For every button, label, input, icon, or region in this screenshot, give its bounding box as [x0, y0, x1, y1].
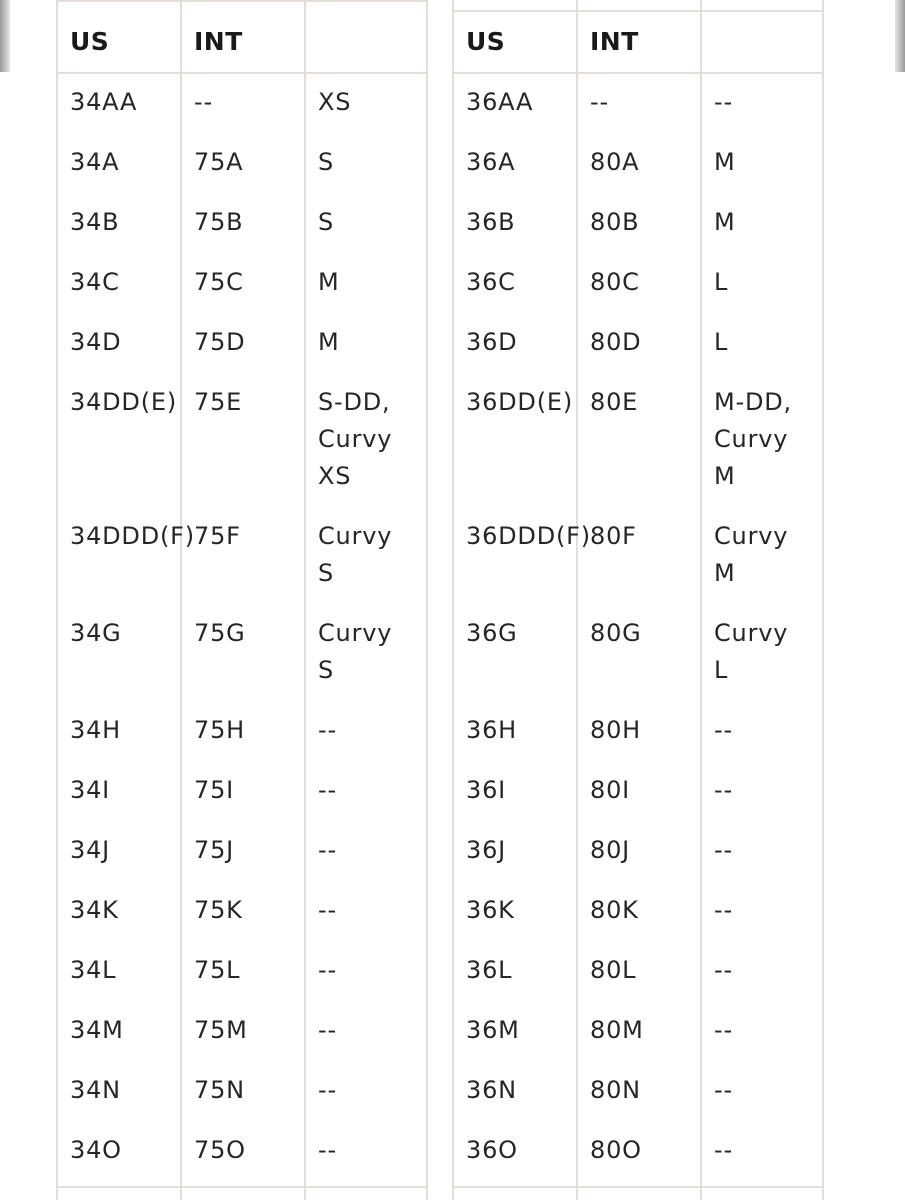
- cell-us: 36B: [466, 208, 516, 236]
- cell-size: --: [318, 716, 337, 744]
- cell-int: 80A: [590, 148, 640, 176]
- table-row: [58, 1060, 426, 1120]
- cell-int: --: [590, 88, 609, 116]
- cell-int: 75O: [194, 1136, 246, 1164]
- table-body: [454, 72, 822, 1180]
- table-row: [58, 372, 426, 506]
- cell-size: --: [714, 716, 733, 744]
- cell-size: --: [318, 776, 337, 804]
- cell-int: 75I: [194, 776, 235, 804]
- cell-int: 80J: [590, 836, 631, 864]
- cell-int: 80G: [590, 619, 642, 647]
- cell-int: 75A: [194, 148, 244, 176]
- table-body: [58, 72, 426, 1180]
- cell-int: 75C: [194, 268, 244, 296]
- cell-int: 80B: [590, 208, 640, 236]
- cell-size: --: [318, 1016, 337, 1044]
- cell-us: 34DD(E): [70, 388, 177, 416]
- column-header-int: INT: [590, 27, 639, 56]
- cell-int: 75B: [194, 208, 244, 236]
- table-header-row: [454, 12, 822, 72]
- column-header-us: US: [466, 27, 506, 56]
- page-edge-shadow-left: [0, 0, 10, 72]
- cell-int: 80D: [590, 328, 642, 356]
- table-row: [454, 760, 822, 820]
- cell-us: 36DD(E): [466, 388, 573, 416]
- cell-us: 34C: [70, 268, 120, 296]
- cell-int: 75L: [194, 956, 241, 984]
- cell-us: 36DDD(F): [466, 522, 591, 550]
- table-row: [454, 1060, 822, 1120]
- cell-size: S: [318, 148, 335, 176]
- cell-size: --: [714, 776, 733, 804]
- cell-int: 80M: [590, 1016, 644, 1044]
- cell-size: --: [714, 1016, 733, 1044]
- cell-size: Curvy S: [318, 619, 393, 684]
- cell-us: 34I: [70, 776, 111, 804]
- cell-us: 36K: [466, 896, 515, 924]
- table-row: [58, 700, 426, 760]
- cell-size: M-DD, Curvy M: [714, 388, 792, 490]
- cell-int: 80L: [590, 956, 637, 984]
- table-row: [454, 372, 822, 506]
- cell-int: 75H: [194, 716, 245, 744]
- cell-us: 34AA: [70, 88, 138, 116]
- table-row: [454, 192, 822, 252]
- table-row: [58, 72, 426, 132]
- column-header-int: INT: [194, 27, 243, 56]
- table-row: [454, 700, 822, 760]
- table-row: [58, 1120, 426, 1180]
- cell-size: --: [714, 836, 733, 864]
- cell-int: 75K: [194, 896, 243, 924]
- table-header-row: [58, 12, 426, 72]
- table-row: [58, 760, 426, 820]
- cell-us: 36H: [466, 716, 517, 744]
- cell-size: --: [714, 1076, 733, 1104]
- cell-us: 34M: [70, 1016, 124, 1044]
- cell-size: Curvy L: [714, 619, 789, 684]
- page-edge-shadow-right: [895, 0, 905, 72]
- cell-us: 34O: [70, 1136, 122, 1164]
- column-header-us: US: [70, 27, 110, 56]
- cell-us: 36L: [466, 956, 513, 984]
- column-header-size: [702, 12, 822, 72]
- cell-size: S: [318, 208, 335, 236]
- cell-us: 34L: [70, 956, 117, 984]
- table-row: [58, 603, 426, 700]
- cell-us: 36AA: [466, 88, 534, 116]
- cell-size: S-DD, Curvy XS: [318, 388, 393, 490]
- cell-int: 80O: [590, 1136, 642, 1164]
- cell-int: 75G: [194, 619, 246, 647]
- table-row: [454, 252, 822, 312]
- table-row: [454, 1120, 822, 1180]
- table-row: [58, 132, 426, 192]
- cell-us: 34A: [70, 148, 120, 176]
- cell-us: 34H: [70, 716, 121, 744]
- cell-size: --: [714, 1136, 733, 1164]
- table-row: [58, 312, 426, 372]
- cell-int: 75D: [194, 328, 246, 356]
- cell-int: 75F: [194, 522, 241, 550]
- size-table-34: [58, 12, 426, 1180]
- cell-size: Curvy S: [318, 522, 393, 587]
- cell-us: 36N: [466, 1076, 517, 1104]
- cell-int: 80N: [590, 1076, 641, 1104]
- table-row: [454, 940, 822, 1000]
- size-table-36: [454, 12, 822, 1180]
- cell-size: --: [318, 836, 337, 864]
- cell-size: --: [318, 956, 337, 984]
- cell-us: 34J: [70, 836, 111, 864]
- cell-size: --: [714, 896, 733, 924]
- cell-int: 80E: [590, 388, 639, 416]
- cell-us: 34D: [70, 328, 122, 356]
- table-row: [58, 880, 426, 940]
- table-row: [58, 940, 426, 1000]
- column-header-size: [306, 12, 426, 72]
- table-bottom-border: [454, 1186, 822, 1188]
- cell-size: L: [714, 268, 729, 296]
- cell-us: 36C: [466, 268, 516, 296]
- table-row: [58, 506, 426, 603]
- table-row: [58, 820, 426, 880]
- cell-int: 80I: [590, 776, 631, 804]
- cell-size: --: [318, 896, 337, 924]
- table-row: [454, 880, 822, 940]
- cell-us: 34B: [70, 208, 120, 236]
- cell-int: 80F: [590, 522, 637, 550]
- cell-size: M: [714, 148, 736, 176]
- cell-us: 36G: [466, 619, 518, 647]
- cell-size: M: [714, 208, 736, 236]
- table-top-border: [454, 0, 822, 12]
- cell-us: 36D: [466, 328, 518, 356]
- table-row: [58, 252, 426, 312]
- cell-us: 34N: [70, 1076, 121, 1104]
- cell-int: --: [194, 88, 213, 116]
- cell-size: L: [714, 328, 729, 356]
- cell-int: 80K: [590, 896, 639, 924]
- table-row: [454, 312, 822, 372]
- cell-us: 34K: [70, 896, 119, 924]
- cell-int: 75N: [194, 1076, 245, 1104]
- cell-us: 36O: [466, 1136, 518, 1164]
- table-row: [454, 820, 822, 880]
- cell-size: --: [714, 88, 733, 116]
- cell-int: 80C: [590, 268, 640, 296]
- table-row: [58, 192, 426, 252]
- cell-size: Curvy M: [714, 522, 789, 587]
- cell-size: XS: [318, 88, 352, 116]
- cell-int: 75E: [194, 388, 243, 416]
- cell-us: 36M: [466, 1016, 520, 1044]
- cell-int: 75J: [194, 836, 235, 864]
- table-row: [454, 603, 822, 700]
- cell-us: 34G: [70, 619, 122, 647]
- table-row: [454, 132, 822, 192]
- cell-us: 36I: [466, 776, 507, 804]
- cell-size: M: [318, 268, 340, 296]
- size-chart-panel-34: [56, 0, 428, 1200]
- table-row: [58, 1000, 426, 1060]
- table-row: [454, 1000, 822, 1060]
- cell-us: 36A: [466, 148, 516, 176]
- cell-us: 34DDD(F): [70, 522, 195, 550]
- cell-size: M: [318, 328, 340, 356]
- table-bottom-border: [58, 1186, 426, 1188]
- size-chart-panel-36: [452, 0, 824, 1200]
- cell-size: --: [318, 1076, 337, 1104]
- cell-size: --: [714, 956, 733, 984]
- cell-size: --: [318, 1136, 337, 1164]
- table-row: [454, 72, 822, 132]
- cell-us: 36J: [466, 836, 507, 864]
- cell-int: 75M: [194, 1016, 248, 1044]
- table-row: [454, 506, 822, 603]
- cell-int: 80H: [590, 716, 641, 744]
